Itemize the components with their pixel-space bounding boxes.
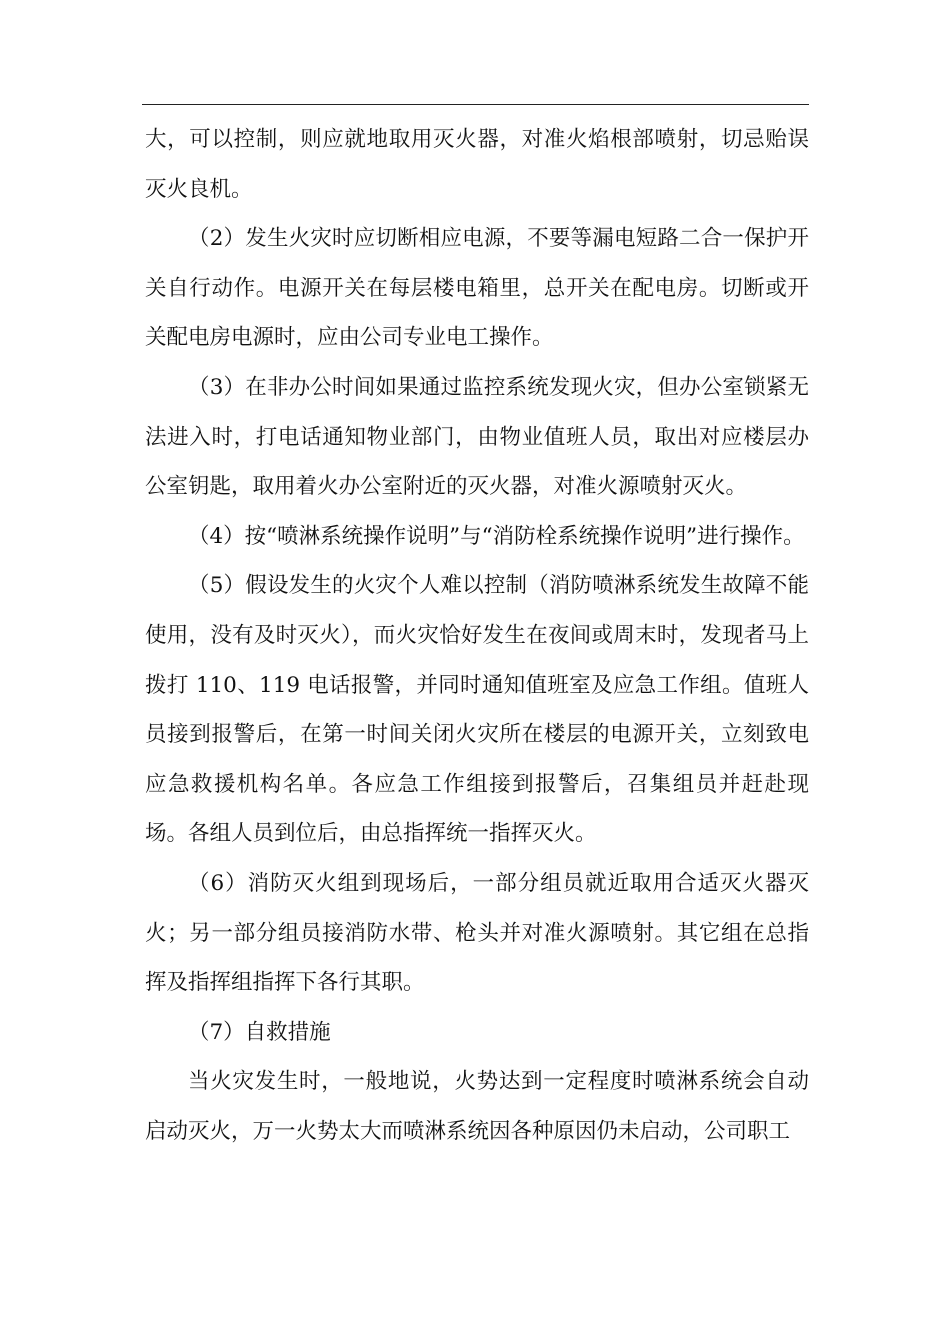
paragraph-7-self-rescue-heading: （7）自救措施 [188, 1019, 331, 1045]
paragraph-4-operation: （4）按“喷淋系统操作说明”与“消防栓系统操作说明”进行操作。 [188, 523, 805, 549]
header-rule [142, 104, 809, 105]
paragraph-3-after-hours: （3）在非办公时间如果通过监控系统发现火灾，但办公室锁紧无法进入时，打电话通知物业部门，由物业值班人员，取出对应楼层办公室钥匙，取用着火办公室附近的灭火器，对准火源喷射灭火。 [145, 374, 809, 500]
paragraph-2-cut-power: （2）发生火灾时应切断相应电源，不要等漏电短路二合一保护开关自行动作。电源开关在每层楼电箱里，总开关在配电房。切断或开关配电房电源时，应由公司专业电工操作。 [145, 226, 809, 351]
paragraph-self-rescue-body: 当火灾发生时，一般地说，火势达到一定程度时喷淋系统会自动启动灭火，万一火势太大而喷淋系统因各种原因仍未启动，公司职工 [145, 1069, 809, 1144]
paragraph-6-fire-team: （6）消防灭火组到现场后，一部分组员就近取用合适灭火器灭火；另一部分组员接消防水带、枪头并对准火源喷射。其它组在总指挥及指挥组指挥下各行其职。 [145, 870, 809, 996]
paragraph-continuation: 大，可以控制，则应就地取用灭火器，对准火焰根部喷射，切忌贻误灭火良机。 [145, 127, 809, 202]
body-text [145, 115, 809, 1156]
paragraph-5-alarm: （5）假设发生的火灾个人难以控制（消防喷淋系统发生故障不能使用，没有及时灭火），而火灾恰好发生在夜间或周末时，发现者马上拨打 110、119 电话报警，并同时通知值班室及应急工作组。值班人员接到报警后，在第一时间关闭火灾所在楼层的电源开关，立刻致电应急救援机构名单。各应急工作组接到报警后，召集组员并赶赴现场。各组人员到位后，由总指挥统一指挥灭火。 [145, 573, 809, 847]
